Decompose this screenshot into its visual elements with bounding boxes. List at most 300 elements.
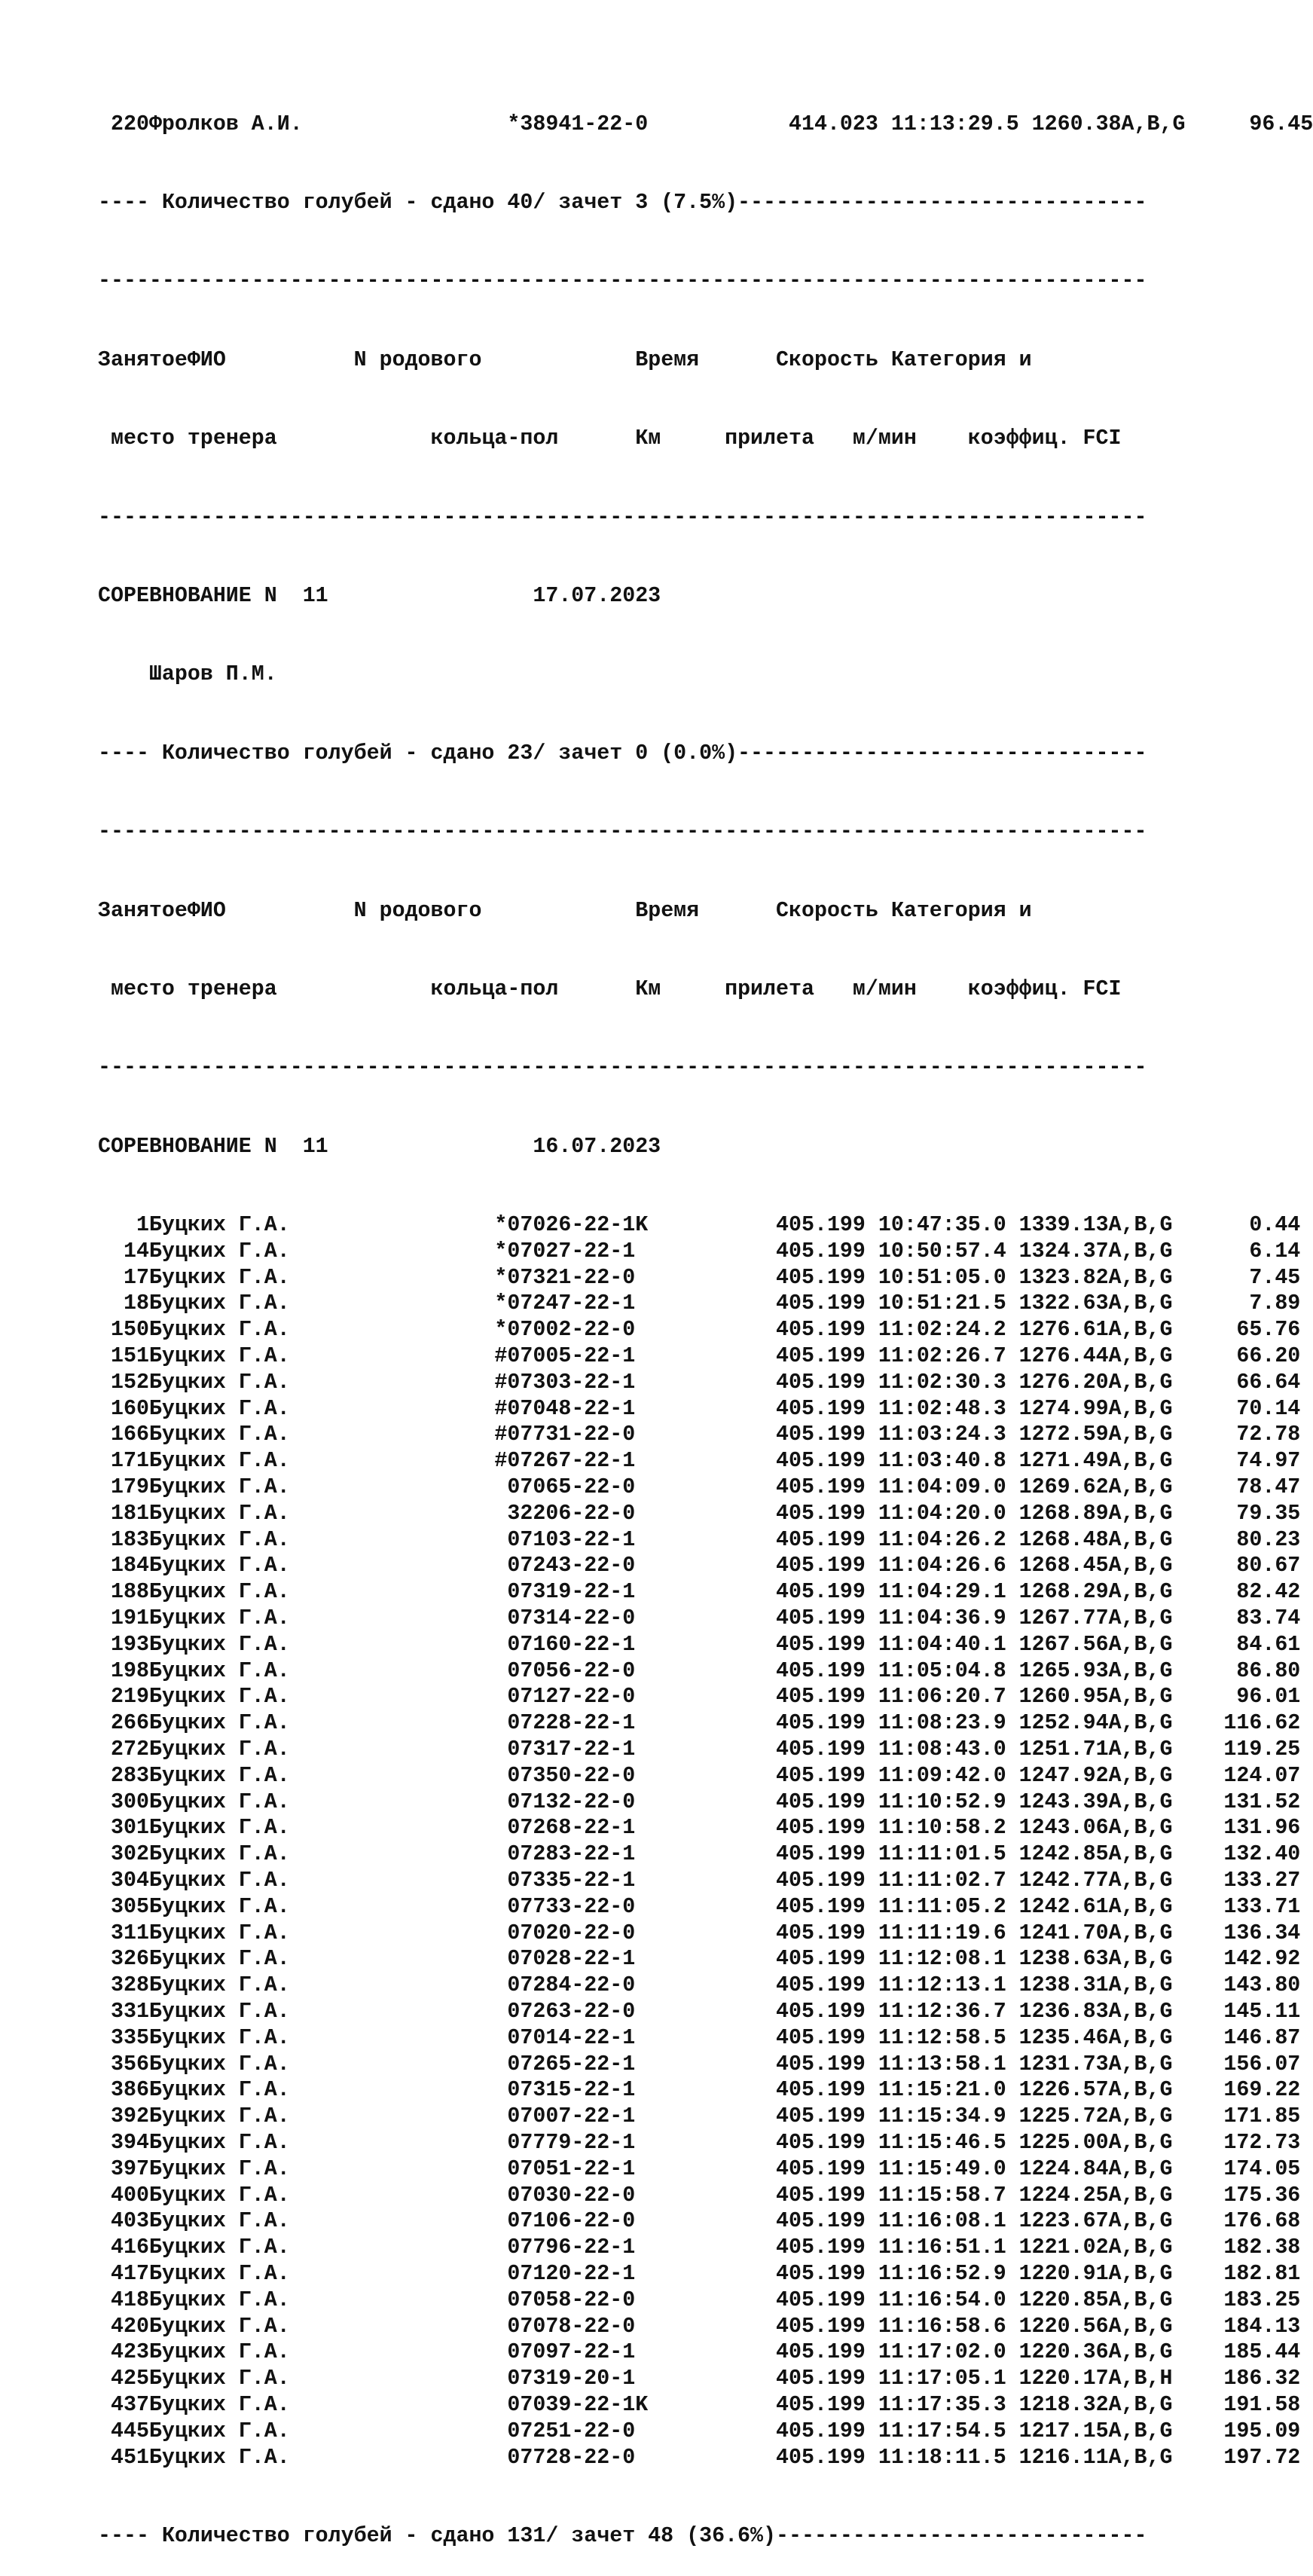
ring-number: 07779-22-1 xyxy=(507,2130,764,2155)
speed: 1224.25 xyxy=(1006,2183,1109,2208)
table-row xyxy=(98,1343,1301,1370)
distance-km: 405.199 xyxy=(763,1318,866,1343)
fci-coefficient: 66.64 xyxy=(1185,1370,1301,1395)
place: 392 xyxy=(98,2104,149,2129)
mark: # xyxy=(289,1344,508,1369)
ring-number: 07026-22-1K xyxy=(507,1213,764,1238)
trainer-name: Буцких Г.А. xyxy=(148,1475,290,1500)
trainer-name: Буцких Г.А. xyxy=(148,2261,290,2286)
distance-km: 405.199 xyxy=(763,1921,866,1945)
category: A,B,G xyxy=(1108,1816,1186,1841)
category: A,B,G xyxy=(1108,2156,1186,2181)
ring-number: 07283-22-1 xyxy=(507,1842,764,1867)
fci-coefficient: 65.76 xyxy=(1185,1318,1301,1343)
arrival-time: 11:12:36.7 xyxy=(865,1999,1006,2024)
mark: # xyxy=(289,1449,508,1474)
category: A,B,G xyxy=(1108,1999,1186,2024)
ring-number: 07228-22-1 xyxy=(507,1711,764,1736)
distance-km: 405.199 xyxy=(763,1947,866,1972)
arrival-time: 11:16:58.6 xyxy=(865,2314,1006,2339)
category: A,B,G xyxy=(1108,1501,1186,1526)
place: 220 xyxy=(98,112,149,136)
trainer-name: Буцких Г.А. xyxy=(148,1816,290,1841)
fci-coefficient: 191.58 xyxy=(1185,2392,1301,2417)
trainer-name: Буцких Г.А. xyxy=(148,1842,290,1867)
mark: # xyxy=(289,1396,508,1421)
col-header-km: Км xyxy=(635,976,725,1001)
category: A,B,G xyxy=(1108,1868,1186,1893)
arrival-time: 11:16:54.0 xyxy=(865,2287,1006,2312)
place: 181 xyxy=(98,1501,149,1526)
speed: 1242.77 xyxy=(1006,1868,1109,1893)
fci-coefficient: 143.80 xyxy=(1185,1973,1301,1998)
mark: * xyxy=(289,1213,508,1238)
arrival-time: 11:09:42.0 xyxy=(865,1763,1006,1788)
speed: 1225.00 xyxy=(1006,2130,1109,2155)
speed: 1267.77 xyxy=(1006,1606,1109,1631)
ring-number: 07317-22-1 xyxy=(507,1737,764,1762)
fci-coefficient: 70.14 xyxy=(1185,1396,1301,1421)
arrival-time: 11:04:26.6 xyxy=(865,1554,1006,1578)
table-row xyxy=(98,1396,1301,1422)
ring-number: 07097-22-1 xyxy=(507,2340,764,2365)
speed: 1252.94 xyxy=(1006,1711,1109,1736)
col-header-name: ФИО xyxy=(187,898,354,923)
ring-number: 07796-22-1 xyxy=(507,2235,764,2260)
trainer-name: Буцких Г.А. xyxy=(148,1265,290,1290)
speed: 1226.57 xyxy=(1006,2078,1109,2103)
fci-coefficient: 119.25 xyxy=(1185,1737,1301,1762)
result-row-top xyxy=(98,112,1313,138)
speed: 1251.71 xyxy=(1006,1737,1109,1762)
category: A,B,H xyxy=(1108,2367,1186,2391)
fci-coefficient: 133.27 xyxy=(1185,1868,1301,1893)
mark xyxy=(290,2183,508,2208)
category: A,B,G xyxy=(1108,2130,1186,2155)
divider: ---------------------------------------------------------------------------------- xyxy=(98,505,1147,530)
col-header-time-2: прилета xyxy=(725,426,853,451)
arrival-time: 11:04:40.1 xyxy=(865,1632,1006,1657)
distance-km: 405.199 xyxy=(763,2104,866,2129)
trainer-name: Буцких Г.А. xyxy=(148,1239,290,1264)
trainer-name: Буцких Г.А. xyxy=(148,1580,290,1605)
fci-coefficient: 172.73 xyxy=(1185,2130,1301,2155)
place: 328 xyxy=(98,1973,149,1998)
trainer-name: Буцких Г.А. xyxy=(148,1947,290,1972)
place: 437 xyxy=(98,2392,149,2417)
place: 305 xyxy=(98,1894,149,1919)
col-header-name-2: тренера xyxy=(187,976,431,1001)
ring-number: 32206-22-0 xyxy=(507,1501,764,1526)
category: A,B,G xyxy=(1108,1265,1186,1290)
category: A,B,G xyxy=(1108,2078,1186,2103)
ring-number: 07005-22-1 xyxy=(507,1344,764,1369)
table-row xyxy=(98,2287,1301,2314)
fci-coefficient: 174.05 xyxy=(1185,2156,1301,2181)
table-row xyxy=(98,1815,1301,1841)
ring-number: 07731-22-0 xyxy=(507,1422,764,1447)
speed: 1276.44 xyxy=(1006,1344,1109,1369)
category: A,B,G xyxy=(1108,1396,1186,1421)
distance-km: 405.199 xyxy=(763,1685,866,1710)
distance-km: 405.199 xyxy=(763,2156,866,2181)
trainer-name: Буцких Г.А. xyxy=(148,1396,290,1421)
place: 425 xyxy=(98,2367,149,2391)
distance-km: 405.199 xyxy=(763,1973,866,1998)
col-header-speed-2: м/мин xyxy=(852,426,968,451)
table-row xyxy=(98,2314,1301,2340)
trainer-name: Буцких Г.А. xyxy=(148,2314,290,2339)
distance-km: 405.199 xyxy=(763,2287,866,2312)
col-header-place: Занятое xyxy=(98,898,188,923)
speed: 1238.63 xyxy=(1006,1947,1109,1972)
place: 166 xyxy=(98,1422,149,1447)
table-row xyxy=(98,1579,1301,1606)
competition-title xyxy=(98,1134,1228,1160)
distance-km: 405.199 xyxy=(763,2052,866,2076)
mark xyxy=(290,1737,508,1762)
place: 179 xyxy=(98,1475,149,1500)
arrival-time: 11:17:02.0 xyxy=(865,2340,1006,2365)
col-header-category: Категория и xyxy=(890,898,1032,923)
summary-text: ---- Количество голубей - сдано 131/ зачет 48 (36.6%)----------------------------- xyxy=(98,2523,1147,2548)
ring-number: 07002-22-0 xyxy=(507,1318,764,1343)
distance-km: 405.199 xyxy=(763,2130,866,2155)
mark xyxy=(290,2288,508,2312)
place: 445 xyxy=(98,2419,149,2443)
table-row xyxy=(98,2419,1301,2445)
mark xyxy=(290,2131,508,2155)
place: 150 xyxy=(98,1318,149,1343)
distance-km: 405.199 xyxy=(763,1527,866,1552)
table-row xyxy=(98,1763,1301,1789)
category: A,B,G xyxy=(1108,2025,1186,2050)
ring-number: 07007-22-1 xyxy=(507,2104,764,2129)
table-row xyxy=(98,1632,1301,1658)
distance-km: 405.199 xyxy=(763,1658,866,1683)
ring-number: 07127-22-0 xyxy=(507,1685,764,1710)
divider: ---------------------------------------------------------------------------------- xyxy=(98,269,1147,294)
trainer-name: Буцких Г.А. xyxy=(148,1763,290,1788)
distance-km: 405.199 xyxy=(763,2078,866,2103)
ring-number: 07303-22-1 xyxy=(507,1370,764,1395)
table-row xyxy=(98,1291,1301,1317)
category: A,B,G xyxy=(1108,2183,1186,2208)
category: A,B,G xyxy=(1108,1763,1186,1788)
table-row xyxy=(98,2392,1301,2419)
table-row xyxy=(98,1658,1301,1685)
table-row xyxy=(98,2130,1301,2156)
place: 171 xyxy=(98,1449,149,1474)
category: A,B,G xyxy=(1108,1921,1186,1945)
category: A,B,G xyxy=(1108,1344,1186,1369)
speed: 1324.37 xyxy=(1006,1239,1109,1264)
distance-km: 405.199 xyxy=(763,2419,866,2443)
distance-km: 405.199 xyxy=(763,1396,866,1421)
place: 193 xyxy=(98,1632,149,1657)
speed: 1231.73 xyxy=(1006,2052,1109,2076)
col-header-name-2: тренера xyxy=(187,426,431,451)
ring-number: 07335-22-1 xyxy=(507,1868,764,1893)
col-header-speed: Скорость xyxy=(776,898,891,923)
place: 152 xyxy=(98,1370,149,1395)
mark xyxy=(290,2235,508,2260)
distance-km: 405.199 xyxy=(763,1475,866,1500)
fci-coefficient: 176.68 xyxy=(1185,2209,1301,2234)
col-header-ring: N родового xyxy=(353,347,636,372)
speed: 1268.48 xyxy=(1006,1527,1109,1552)
competition-name: СОРЕВНОВАНИЕ N 11 xyxy=(98,1134,533,1159)
speed: 1268.45 xyxy=(1006,1554,1109,1578)
trainer-name: Буцких Г.А. xyxy=(148,2367,290,2391)
table-row xyxy=(98,1710,1301,1737)
distance-km: 405.199 xyxy=(763,1737,866,1762)
ring-number: 07028-22-1 xyxy=(507,1947,764,1972)
arrival-time: 11:13:29.5 xyxy=(878,112,1019,136)
arrival-time: 11:04:09.0 xyxy=(865,1475,1006,1500)
arrival-time: 11:08:23.9 xyxy=(865,1711,1006,1736)
trainer-name: Буцких Г.А. xyxy=(148,1789,290,1814)
speed: 1220.36 xyxy=(1006,2340,1109,2365)
mark xyxy=(290,2446,508,2470)
fci-coefficient: 169.22 xyxy=(1185,2078,1301,2103)
place: 304 xyxy=(98,1868,149,1893)
category: A,B,G xyxy=(1108,1422,1186,1447)
trainer-name: Буцких Г.А. xyxy=(148,1370,290,1395)
category: A,B,G xyxy=(1108,2340,1186,2365)
speed: 1243.39 xyxy=(1006,1789,1109,1814)
col-header-fci: коэффиц. FCI xyxy=(967,976,1122,1001)
col-header-place-2: место xyxy=(98,426,188,451)
mark xyxy=(290,1606,508,1630)
mark xyxy=(290,1869,508,1893)
arrival-time: 11:04:29.1 xyxy=(865,1580,1006,1605)
table-row xyxy=(98,1501,1301,1527)
place: 18 xyxy=(98,1291,149,1316)
mark: * xyxy=(302,112,521,136)
fci-coefficient: 84.61 xyxy=(1185,1632,1301,1657)
distance-km: 405.199 xyxy=(763,1816,866,1841)
table-row xyxy=(98,1684,1301,1710)
trainer-name: Буцких Г.А. xyxy=(148,2183,290,2208)
table-row xyxy=(98,1317,1301,1343)
trainer-name: Буцких Г.А. xyxy=(148,2340,290,2365)
place: 335 xyxy=(98,2025,149,2050)
mark xyxy=(290,2367,508,2391)
trainer-name: Буцких Г.А. xyxy=(148,2052,290,2076)
mark xyxy=(290,1895,508,1919)
table-row xyxy=(98,1265,1301,1291)
ring-number: 07120-22-1 xyxy=(507,2261,764,2286)
col-header-km: Км xyxy=(635,426,725,451)
ring-number: 07160-22-1 xyxy=(507,1632,764,1657)
trainer-name: Буцких Г.А. xyxy=(148,1291,290,1316)
mark: * xyxy=(289,1318,508,1343)
ring-number: 07284-22-0 xyxy=(507,1973,764,1998)
mark xyxy=(290,2393,508,2417)
distance-km: 405.199 xyxy=(763,1632,866,1657)
trainer-name: Буцких Г.А. xyxy=(148,1344,290,1369)
col-header-time: Время xyxy=(635,347,777,372)
fci-coefficient: 96.01 xyxy=(1185,1685,1301,1710)
distance-km: 405.199 xyxy=(763,1370,866,1395)
table-row xyxy=(98,1894,1301,1921)
speed: 1269.62 xyxy=(1006,1475,1109,1500)
table-row xyxy=(98,1946,1301,1972)
mark xyxy=(290,1659,508,1683)
place: 420 xyxy=(98,2314,149,2339)
speed: 1260.95 xyxy=(1006,1685,1109,1710)
column-header-line-1 xyxy=(98,898,1228,924)
fci-coefficient: 7.89 xyxy=(1185,1291,1301,1316)
arrival-time: 11:02:48.3 xyxy=(865,1396,1006,1421)
col-header-ring-2: кольца-пол xyxy=(430,426,636,451)
mark xyxy=(290,1764,508,1788)
trainer-name: Буцких Г.А. xyxy=(148,1422,290,1447)
place: 417 xyxy=(98,2261,149,2286)
ring-number: 07267-22-1 xyxy=(507,1449,764,1474)
ring-number: 07030-22-0 xyxy=(507,2183,764,2208)
distance-km: 405.199 xyxy=(763,1868,866,1893)
table-row xyxy=(98,2052,1301,2078)
mark xyxy=(290,2157,508,2181)
arrival-time: 11:12:08.1 xyxy=(865,1947,1006,1972)
speed: 1241.70 xyxy=(1006,1921,1109,1945)
place: 397 xyxy=(98,2156,149,2181)
arrival-time: 11:05:04.8 xyxy=(865,1658,1006,1683)
place: 416 xyxy=(98,2235,149,2260)
category: A,B,G xyxy=(1108,1239,1186,1264)
place: 198 xyxy=(98,1658,149,1683)
col-header-fci: коэффиц. FCI xyxy=(967,426,1122,451)
place: 356 xyxy=(98,2052,149,2076)
distance-km: 405.199 xyxy=(763,1580,866,1605)
summary-text: ---- Количество голубей - сдано 40/ зачет 3 (7.5%)-------------------------------- xyxy=(98,190,1147,215)
mark xyxy=(290,2052,508,2076)
ring-number: 07065-22-0 xyxy=(507,1475,764,1500)
mark xyxy=(290,1502,508,1526)
ring-number: 07319-22-1 xyxy=(507,1580,764,1605)
table-row xyxy=(98,1606,1301,1632)
distance-km: 405.199 xyxy=(763,1291,866,1316)
mark xyxy=(290,1947,508,1971)
fci-coefficient: 6.14 xyxy=(1185,1239,1301,1264)
fci-coefficient: 133.71 xyxy=(1185,1894,1301,1919)
arrival-time: 11:16:52.9 xyxy=(865,2261,1006,2286)
fci-coefficient: 132.40 xyxy=(1185,1842,1301,1867)
ring-number: 07103-22-1 xyxy=(507,1527,764,1552)
speed: 1276.20 xyxy=(1006,1370,1109,1395)
trainer-name: Буцких Г.А. xyxy=(148,2209,290,2234)
category: A,B,G xyxy=(1108,1685,1186,1710)
col-header-name: ФИО xyxy=(187,347,354,372)
distance-km: 405.199 xyxy=(763,2445,866,2470)
distance-km: 405.199 xyxy=(763,1422,866,1447)
place: 311 xyxy=(98,1921,149,1945)
place: 300 xyxy=(98,1789,149,1814)
speed: 1247.92 xyxy=(1006,1763,1109,1788)
place: 160 xyxy=(98,1396,149,1421)
mark xyxy=(290,1475,508,1499)
table-row xyxy=(98,1448,1301,1474)
category: A,B,G xyxy=(1108,1475,1186,1500)
mark xyxy=(290,1973,508,1997)
ring-number: 07027-22-1 xyxy=(507,1239,764,1264)
mark xyxy=(290,1554,508,1578)
distance-km: 405.199 xyxy=(763,1449,866,1474)
table-row xyxy=(98,1868,1301,1894)
mark xyxy=(290,2262,508,2286)
table-row xyxy=(98,2208,1301,2235)
speed: 1217.15 xyxy=(1006,2419,1109,2443)
mark xyxy=(290,1685,508,1709)
speed: 1323.82 xyxy=(1006,1265,1109,1290)
table-row xyxy=(98,1474,1301,1501)
mark xyxy=(290,1842,508,1866)
fci-coefficient: 197.72 xyxy=(1185,2445,1301,2470)
table-row xyxy=(98,2366,1301,2392)
distance-km: 405.199 xyxy=(763,2392,866,2417)
fci-coefficient: 131.96 xyxy=(1185,1816,1301,1841)
col-header-speed-2: м/мин xyxy=(852,976,968,1001)
fci-coefficient: 7.45 xyxy=(1185,1265,1301,1290)
trainer-name: Буцких Г.А. xyxy=(148,1501,290,1526)
summary-line xyxy=(98,741,1228,767)
ring-number: 38941-22-0 xyxy=(520,112,777,136)
competition-name: СОРЕВНОВАНИЕ N 11 xyxy=(98,583,533,608)
column-header-line-1 xyxy=(98,347,1228,374)
place: 191 xyxy=(98,1606,149,1631)
arrival-time: 10:47:35.0 xyxy=(865,1213,1006,1238)
ring-number: 07243-22-0 xyxy=(507,1554,764,1578)
speed: 1265.93 xyxy=(1006,1658,1109,1683)
trainer-name: Фролков А.И. xyxy=(148,112,303,136)
distance-km: 405.199 xyxy=(763,1999,866,2024)
competition-date: 17.07.2023 xyxy=(533,583,661,608)
place: 326 xyxy=(98,1947,149,1972)
distance-km: 405.199 xyxy=(763,2314,866,2339)
table-row xyxy=(98,1789,1301,1816)
trainer-name: Буцких Г.А. xyxy=(148,2392,290,2417)
fci-coefficient: 136.34 xyxy=(1185,1921,1301,1945)
column-header-line-2 xyxy=(98,976,1228,1003)
fci-coefficient: 182.38 xyxy=(1185,2235,1301,2260)
arrival-time: 11:11:01.5 xyxy=(865,1842,1006,1867)
mark: * xyxy=(289,1265,508,1290)
table-row xyxy=(98,2445,1301,2471)
speed: 1218.32 xyxy=(1006,2392,1109,2417)
trainer-name: Буцких Г.А. xyxy=(148,1606,290,1631)
arrival-time: 11:04:20.0 xyxy=(865,1501,1006,1526)
category: A,B,G xyxy=(1108,2209,1186,2234)
speed: 1339.13 xyxy=(1006,1213,1109,1238)
ring-number: 07051-22-1 xyxy=(507,2156,764,2181)
mark: * xyxy=(289,1291,508,1316)
arrival-time: 11:15:49.0 xyxy=(865,2156,1006,2181)
trainer-name: Буцких Г.А. xyxy=(148,1973,290,1998)
distance-km: 405.199 xyxy=(763,1763,866,1788)
category: A,B,G xyxy=(1108,2261,1186,2286)
col-header-ring: N родового xyxy=(353,898,636,923)
distance-km: 405.199 xyxy=(763,1711,866,1736)
fci-coefficient: 80.23 xyxy=(1185,1527,1301,1552)
speed: 1276.61 xyxy=(1006,1318,1109,1343)
category: A,B,G xyxy=(1108,1711,1186,1736)
arrival-time: 11:15:34.9 xyxy=(865,2104,1006,2129)
arrival-time: 11:02:26.7 xyxy=(865,1344,1006,1369)
category: A,B,G xyxy=(1108,1318,1186,1343)
ring-number: 07321-22-0 xyxy=(507,1265,764,1290)
